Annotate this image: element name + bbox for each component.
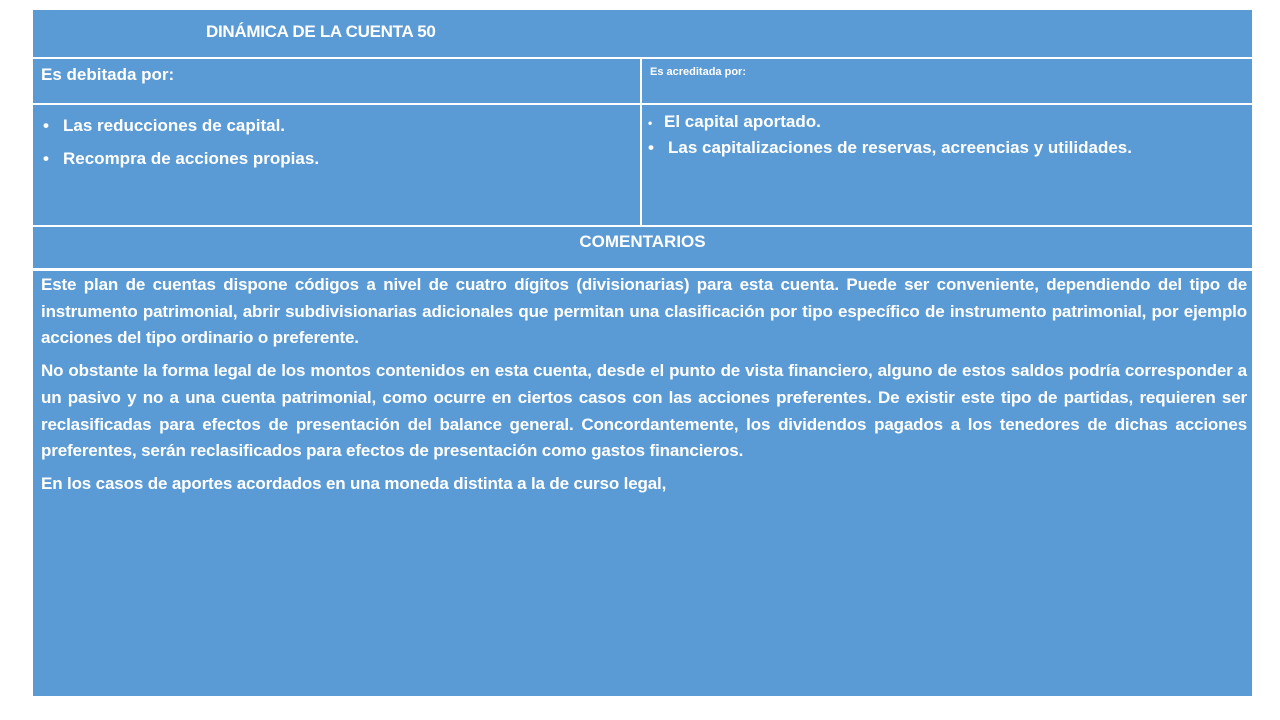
column-divider [640,57,642,227]
bullet-icon: • [648,116,653,130]
comment-paragraph: En los casos de aportes acordados en una moneda distinta a la de curso legal, [41,473,667,493]
list-item [648,109,1252,135]
comments-body [33,272,1252,696]
bullet-icon: • [43,116,49,135]
bullet-icon: • [648,138,654,157]
row-divider [33,268,1252,271]
credit-item-label: Las capitalizaciones de reservas, acreencias y utilidades. [668,138,1132,157]
account-dynamics-table [33,10,1252,696]
comment-paragraph: No obstante la forma legal de los montos contenidos en esta cuenta, desde el punto de vista financiero, alguno de estos saldos podría corresponder a un pasivo y no a una cuenta patrimonial, como ocurre en ciertos casos con las acciones preferentes. De existir este tipo de partidas, requieren ser reclasificadas para efectos de presentación del balance general. Concordantemente, los dividendos pagados a los tenedores de dichas acciones preferentes, serán reclasificados para efectos de presentación como gastos financieros. [41,361,1247,461]
comments-header: COMENTARIOS [33,227,1252,268]
list-item [648,135,1252,161]
debit-item-label: Recompra de acciones propias. [63,149,320,168]
comment-paragraph: Este plan de cuentas dispone códigos a nivel de cuatro dígitos (divisionarias) para esta cuenta. Puede ser conveniente, dependiendo del tipo de instrumento patrimonial, abrir subdivisionarias adicionales que permitan una clasificación por tipo específico de instrumento patrimonial, por ejemplo acciones del tipo ordinario o preferente. [41,275,1247,348]
table-title: DINÁMICA DE LA CUENTA 50 [33,10,1252,57]
debit-item-label: Las reducciones de capital. [63,116,286,135]
list-item [43,109,640,142]
credit-list [642,105,1252,225]
list-item [43,142,640,175]
debit-header: Es debitada por: [33,59,640,103]
bullet-icon: • [43,149,49,168]
credit-header: Es acreditada por: [642,59,1252,103]
debit-list [33,105,640,225]
credit-item-label: El capital aportado. [664,112,821,131]
